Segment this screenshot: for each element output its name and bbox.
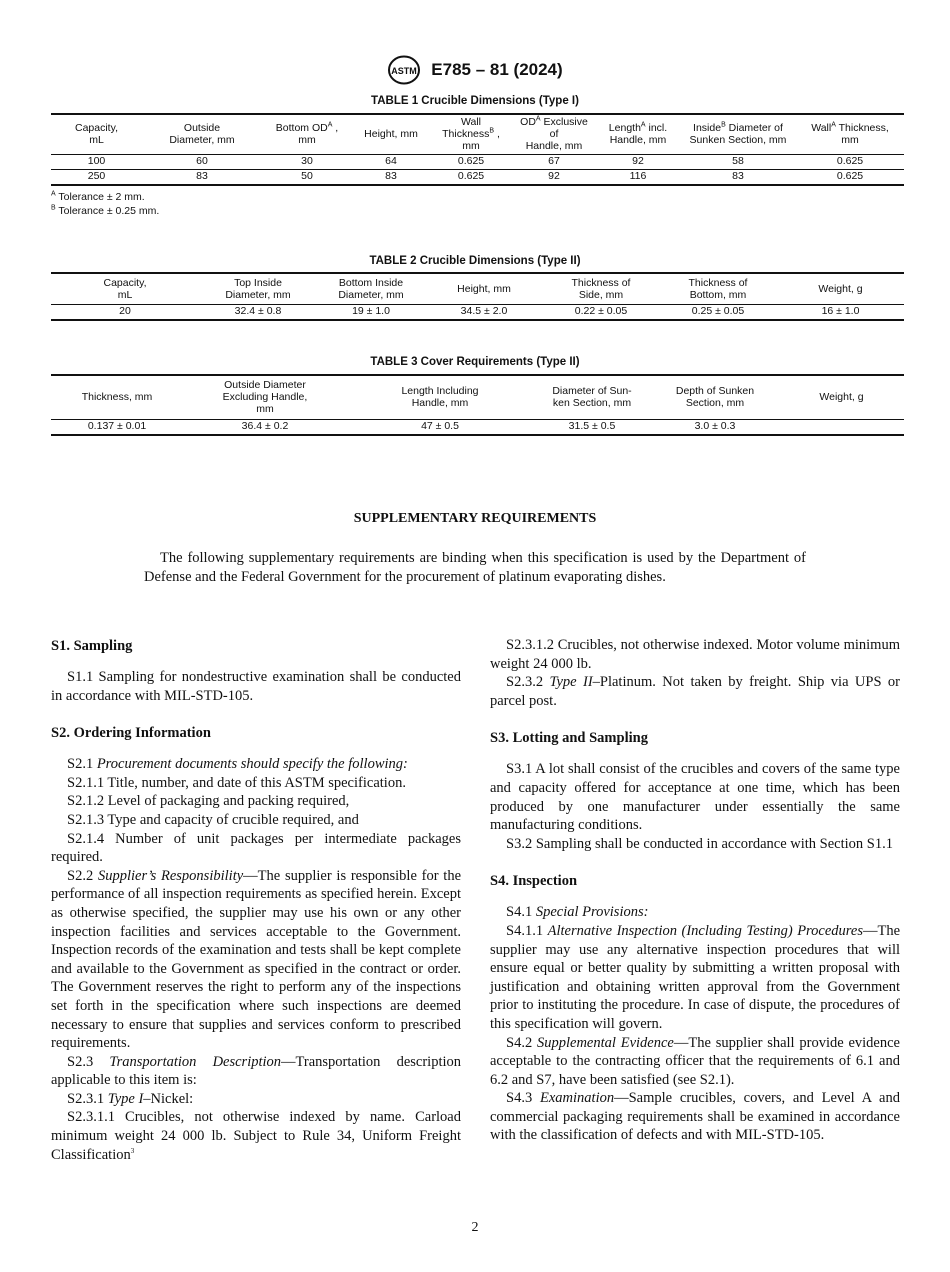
table3-cell — [779, 419, 904, 435]
table2-cell: 16 ± 1.0 — [821, 305, 860, 317]
table1-cell: 83 — [196, 170, 208, 182]
s4-3: S4.3 Examination—Sample crucibles, covers, and Level A and commercial packaging requirements shall be examined in accordance with the classification of defects and with MIL-STD-105. — [490, 1090, 900, 1144]
table1-header-length: Length$^A$ incl. Handle, mm — [608, 121, 668, 147]
s2-1-1: S2.1.1 Title, number, and date of this ASTM specification. — [67, 774, 406, 791]
s4-1-1: S4.1.1 Alternative Inspection (Including Testing) Procedures—The supplier may use any alternative inspection procedures that will ensure equal or better quality by submitting a written proposal with justification and obtaining written approval from the Government prior to instituting the procedure. In case of dispute, the procedures of this specification will govern. — [490, 922, 901, 1032]
table1-cell: 64 — [385, 155, 397, 167]
table3-cell: 0.137 ± 0.01 — [87, 420, 147, 432]
table1-header-height: Height, mm — [364, 128, 418, 141]
s4-heading: S4. Inspection — [490, 873, 578, 890]
table1-footnote-a: $^A$ Tolerance ± 2 mm. — [51, 190, 145, 203]
table2-cell: 34.5 ± 2.0 — [460, 305, 508, 317]
s2-1-2: S2.1.2 Level of packaging and packing required, — [67, 793, 350, 810]
table2-cell: 19 ± 1.0 — [352, 305, 390, 317]
s2-3-2: S2.3.2 Type II–Platinum. Not taken by freight. Ship via UPS or parcel post. — [490, 674, 900, 709]
table2-header-capacity: Capacity, mL — [103, 276, 147, 301]
s2-1: S2.1 Procurement documents should specify the following: — [67, 756, 408, 773]
table1-cell: 92 — [548, 170, 560, 182]
table1-header-od-exclusive: $OD^A$ Exclusive of Handle, mm — [520, 115, 588, 153]
supplementary-intro: The following supplementary requirements are binding when this specification is used by the Department of Defense and the Federal Government for the procurement of platinum evaporating dishes. — [144, 550, 806, 585]
svg-text:ASTM: ASTM — [391, 66, 418, 76]
table1-header-bottom-od: Bottom $OD^A$ , mm — [275, 121, 339, 147]
table2 — [51, 272, 904, 321]
table3-header-weight: Weight, g — [819, 391, 864, 404]
s2-3: S2.3 Transportation Description—Transportation description applicable to this item is: — [51, 1053, 461, 1089]
table1-cell: 67 — [548, 155, 560, 167]
table2-row — [51, 304, 904, 320]
table2-header-thickness-side: Thickness of Side, mm — [571, 276, 631, 301]
table1-caption: TABLE 1 Crucible Dimensions (Type I) — [371, 95, 579, 107]
table1-cell: 58 — [732, 155, 744, 167]
s3-2: S3.2 Sampling shall be conducted in accordance with Section S1.1 — [506, 835, 893, 852]
table1-cell: 0.625 — [836, 155, 864, 167]
table2-cell: 0.22 ± 0.05 — [574, 305, 628, 317]
table1-cell: 0.625 — [836, 170, 864, 182]
s2-3-1-1: S2.3.1.1 Crucibles, not otherwise indexed by name. Carload minimum weight 24 000 lb. Subject to Rule 34, Uniform Freight Classification$^3$ — [51, 1109, 461, 1163]
s4-2: S4.2 Supplemental Evidence—The supplier shall provide evidence acceptable to the contracting officer that the requirements of 6.1 and 6.2 and S7, have been satisfied (see S2.1). — [490, 1034, 900, 1088]
table3-cell: 3.0 ± 0.3 — [694, 420, 736, 432]
table3-header-outside-diameter: Outside Diameter Excluding Handle, mm — [222, 379, 308, 416]
table1-cell: 83 — [732, 170, 744, 182]
table3 — [51, 374, 904, 436]
s3-1: S3.1 A lot shall consist of the crucibles and covers of the same type and capacity offered for acceptance at one time, which has been produced by one manufacturer under essentially the same manufacturing conditions. — [490, 761, 900, 834]
table2-caption: TABLE 2 Crucible Dimensions (Type II) — [369, 255, 581, 267]
table2-cell: 20 — [119, 305, 131, 317]
s2-heading: S2. Ordering Information — [51, 725, 211, 742]
table1-footnote-b: $^B$ Tolerance ± 0.25 mm. — [51, 204, 160, 217]
table1-header-outside-diameter: Outside Diameter, mm — [169, 122, 235, 147]
astm-logo-icon — [387, 55, 421, 85]
table3-header-length: Length Including Handle, mm — [401, 385, 479, 410]
table1-cell: 0.625 — [457, 155, 485, 167]
s1-heading: S1. Sampling — [51, 638, 133, 654]
table1-cell: 50 — [301, 170, 313, 182]
s2-3-1-2: S2.3.1.2 Crucibles, not otherwise indexed. Motor volume minimum weight 24 000 lb. — [490, 637, 900, 672]
table1-header-wall-thickness-2: Wall$^A$ Thickness, mm — [811, 121, 889, 147]
table1-cell: 60 — [196, 155, 208, 167]
table1-header-capacity: Capacity, mL — [75, 122, 118, 147]
table1-row — [51, 169, 904, 185]
table2-header-height: Height, mm — [457, 282, 511, 295]
table3-header-thickness: Thickness, mm — [81, 391, 153, 404]
standard-designation: E785 – 81 (2024) — [431, 60, 563, 79]
right-column — [490, 636, 900, 1145]
table3-cell: 31.5 ± 0.5 — [568, 420, 616, 432]
s1-1: S1.1 Sampling for nondestructive examination shall be conducted in accordance with MIL-STD-105. — [51, 669, 461, 704]
table1-cell: 83 — [385, 170, 397, 182]
table1 — [51, 113, 904, 186]
table3-row — [51, 419, 904, 435]
table3-header-sunken-diameter: Diameter of Sun- ken Section, mm — [552, 385, 632, 410]
s3-heading: S3. Lotting and Sampling — [490, 730, 648, 747]
left-column — [51, 636, 461, 1164]
table1-cell: 30 — [301, 155, 313, 167]
table1-cell: 0.625 — [457, 170, 485, 182]
table2-cell: 0.25 ± 0.05 — [691, 305, 745, 317]
s2-2: S2.2 Supplier’s Responsibility—The supplier is responsible for the performance of all inspection requirements as specified herein. Except as otherwise specified, the supplier may use his own or any other inspection facilities and services acceptable to the Government. Inspection records of the examination and tests shall be kept complete and available to the Government as specified in the contract or order. The Government reserves the right to perform any of the inspections set forth in the specification where such inspections are deemed necessary to ensure that supplies and services conform to prescribed requirements. — [51, 867, 462, 1052]
table2-header-top-inside-diameter: Top Inside Diameter, mm — [225, 276, 291, 301]
table1-row — [51, 154, 904, 169]
table1-header-wall-thickness: Wall Thickness$^B$ , mm — [442, 116, 500, 153]
table3-cell: 36.4 ± 0.2 — [241, 420, 289, 432]
table3-caption: TABLE 3 Cover Requirements (Type II) — [370, 356, 580, 368]
s2-1-4: S2.1.4 Number of unit packages per intermediate packages required. — [51, 830, 461, 866]
page-number: 2 — [471, 1220, 479, 1235]
table1-cell: 100 — [87, 155, 106, 167]
s2-3-1: S2.3.1 Type I–Nickel: — [67, 1090, 194, 1107]
table1-cell: 250 — [87, 170, 106, 182]
page-header — [0, 55, 950, 85]
s4-1: S4.1 Special Provisions: — [506, 904, 649, 921]
table2-cell: 32.4 ± 0.8 — [234, 305, 282, 317]
table1-cell: 116 — [629, 170, 647, 182]
table1-header-inside-diameter: Inside$^B$ Diameter of Sunken Section, mm — [689, 121, 787, 147]
table3-header-sunken-depth: Depth of Sunken Section, mm — [675, 385, 755, 410]
table1-cell: 92 — [632, 155, 644, 167]
table3-cell: 47 ± 0.5 — [421, 420, 459, 432]
table2-header-bottom-inside-diameter: Bottom Inside Diameter, mm — [338, 276, 404, 301]
table2-header-thickness-bottom: Thickness of Bottom, mm — [688, 276, 748, 301]
s2-1-3: S2.1.3 Type and capacity of crucible required, and — [67, 811, 359, 828]
table2-header-weight: Weight, g — [818, 282, 863, 295]
supplementary-title: SUPPLEMENTARY REQUIREMENTS — [353, 511, 597, 526]
